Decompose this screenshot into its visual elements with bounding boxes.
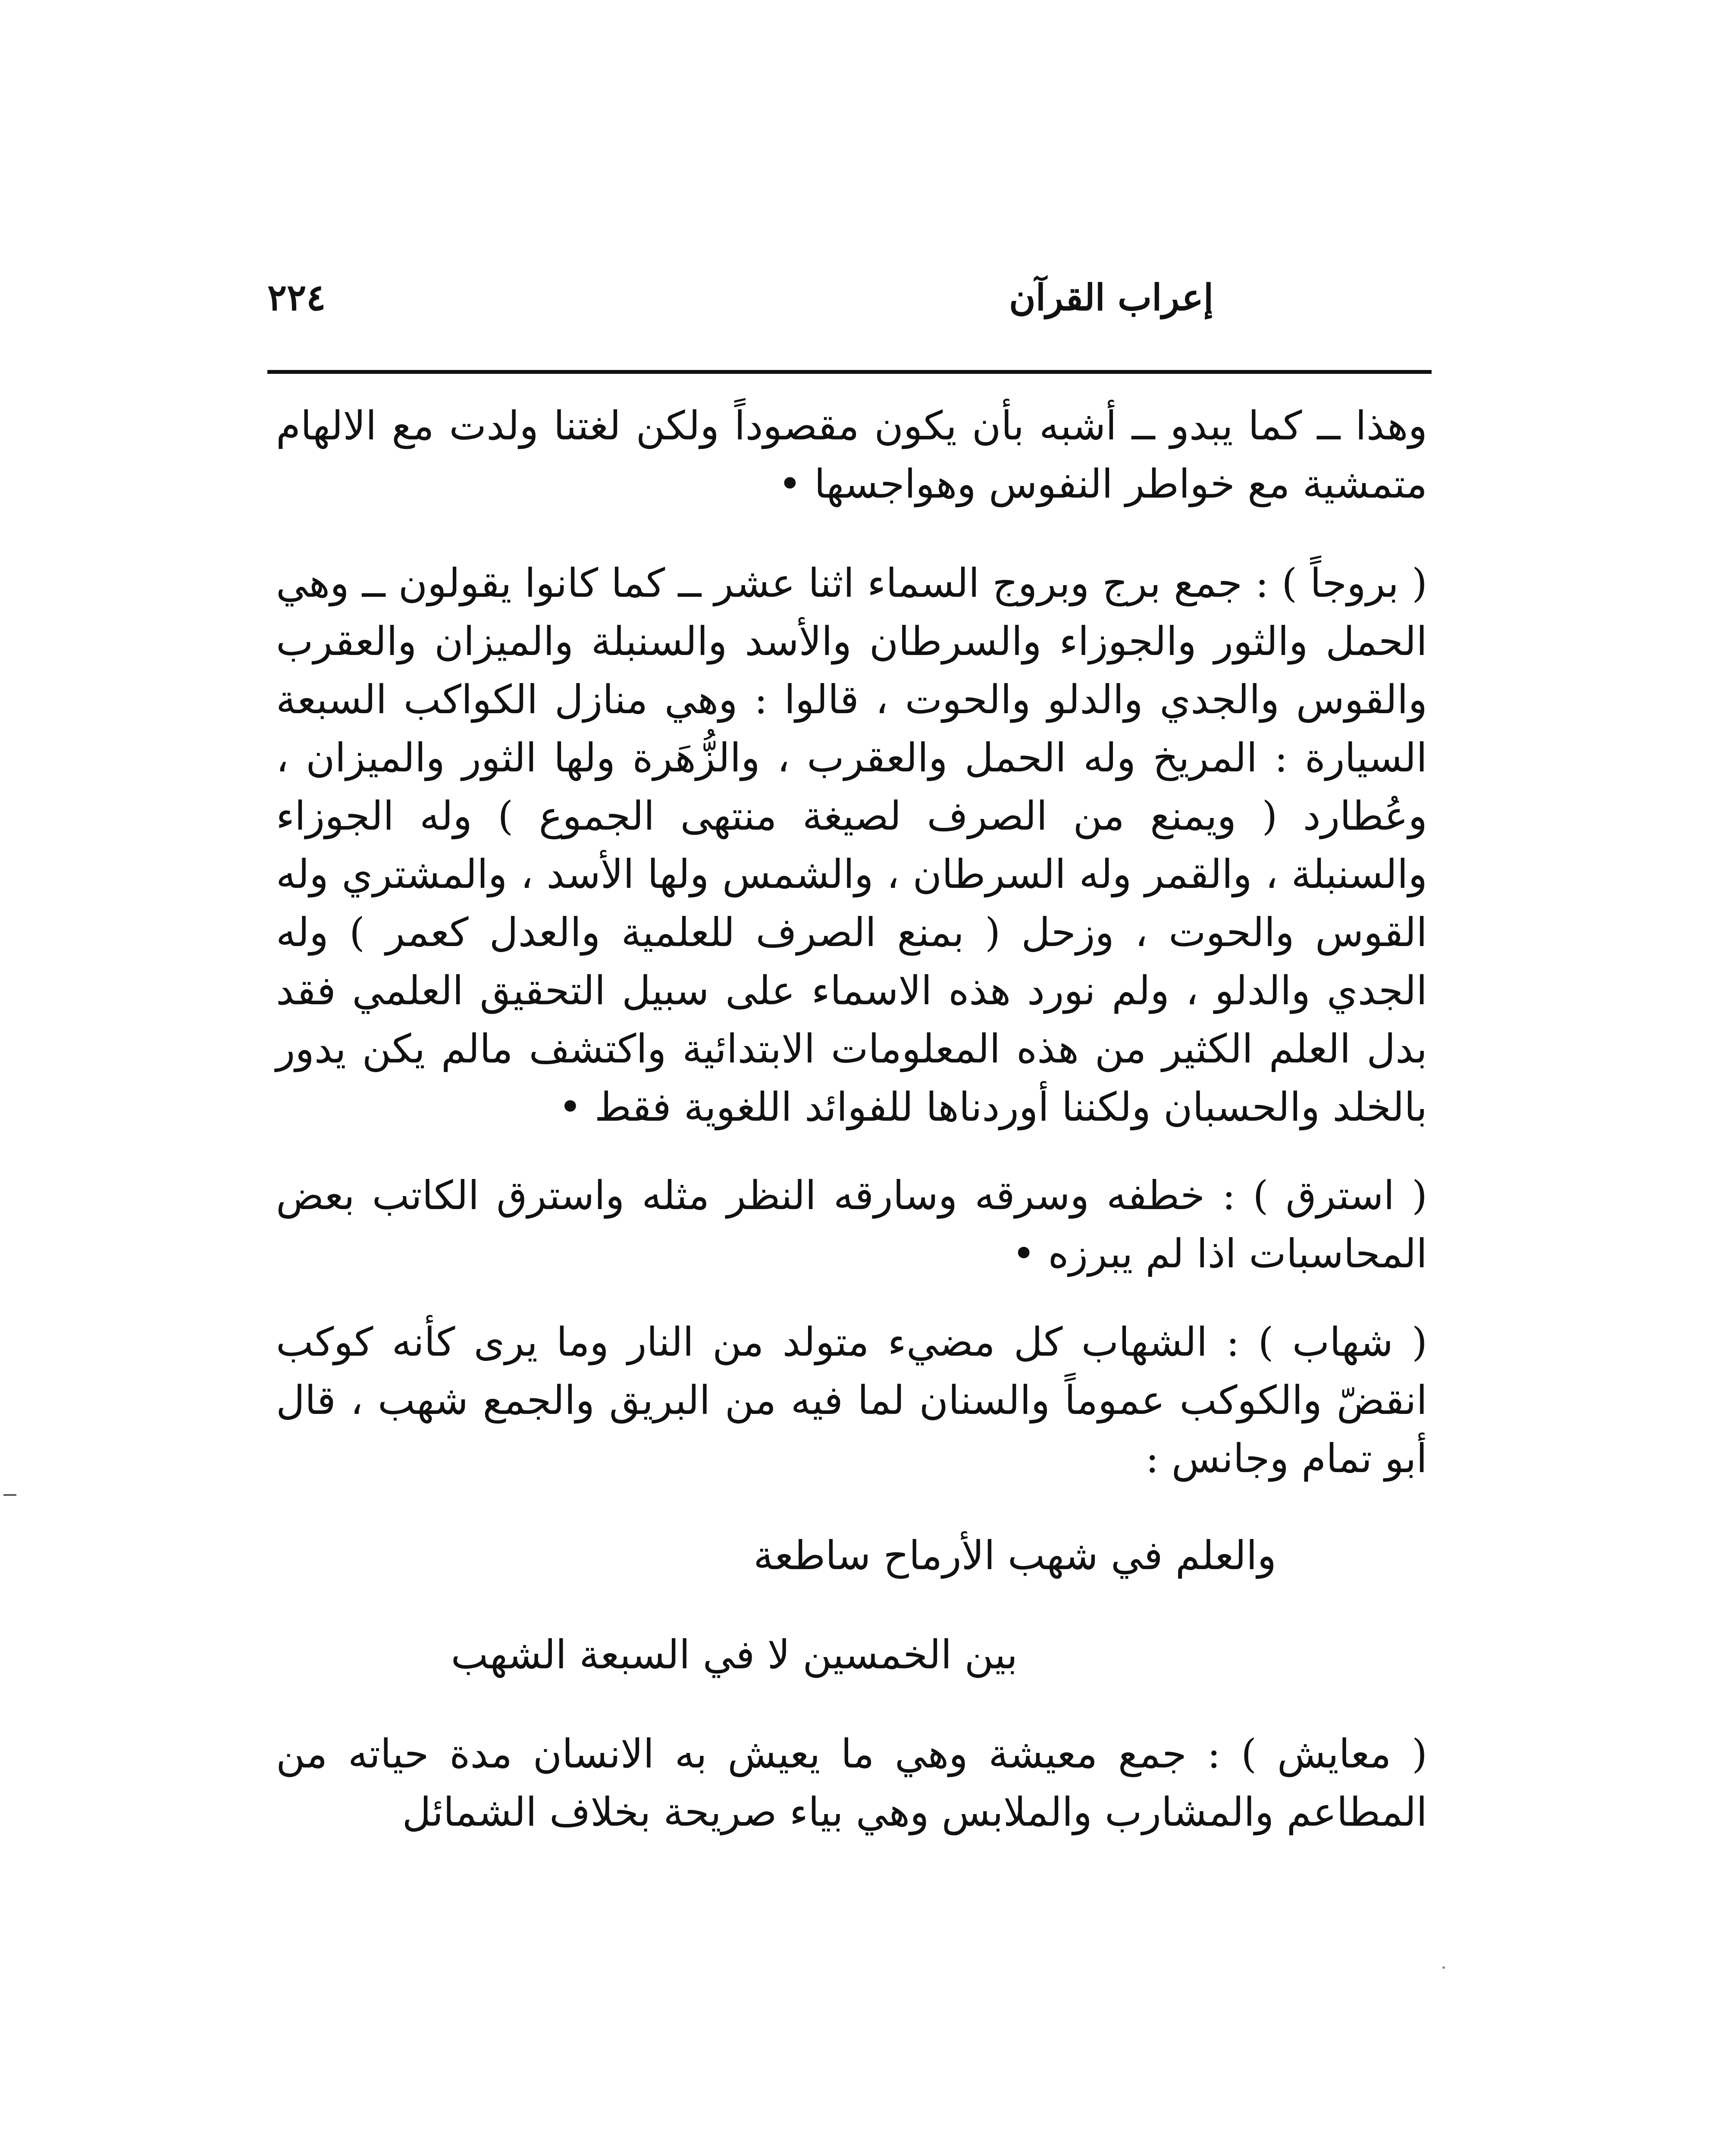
scan-speck <box>1442 1966 1445 1969</box>
paragraph-shihab: ( شهاب ) : الشهاب كل مضيء متولد من النار وما يرى كأنه كوكب انقضّ والكوكب عموماً والسنان لما فيه من البريق والجمع شهب ، قال أبو تمام وجانس : <box>276 1319 1427 1482</box>
scan-edge-mark <box>3 1494 16 1496</box>
running-title: إعراب القرآن <box>1009 276 1214 319</box>
paragraph-istaraqa: ( استرق ) : خطفه وسرقه وسارقه النظر مثله واسترق الكاتب بعض المحاسبات اذا لم يبرزه • <box>276 1172 1427 1277</box>
verse-line-1: والعلم في شهب الأرماح ساطعة <box>753 1532 1276 1579</box>
page-number: ٢٢٤ <box>267 276 326 319</box>
verse-line-2: بين الخمسين لا في السبعة الشهب <box>451 1632 1018 1678</box>
paragraph-intro: وهذا ــ كما يبدو ــ أشبه بأن يكون مقصوداً ولكن لغتنا ولدت مع الالهام متمشية مع خواطر النفوس وهواجسها • <box>276 403 1427 507</box>
body-text <box>276 397 1427 1841</box>
paragraph-buruj: ( بروجاً ) : جمع برج وبروج السماء اثنا عشر ــ كما كانوا يقولون ــ وهي الحمل والثور والجوزاء والسرطان والأسد والسنبلة والميزان والعقرب والقوس والجدي والدلو والحوت ، قالوا : وهي منازل الكواكب السبعة السيارة : المريخ وله الحمل والعقرب ، والزُّهَرة ولها الثور والميزان ، وعُطارد ( ويمنع من الصرف لصيغة منتهى الجموع ) وله الجوزاء والسنبلة ، والقمر وله السرطان ، والشمس ولها الأسد ، والمشتري وله القوس والحوت ، وزحل ( بمنع الصرف للعلمية والعدل كعمر ) وله الجدي والدلو ، ولم نورد هذه الاسماء على سبيل التحقيق العلمي فقد بدل العلم الكثير من هذه المعلومات الابتدائية واكتشف مالم يكن يدور بالخلد والحسبان ولكننا أوردناها للفوائد اللغوية فقط • <box>276 560 1427 1130</box>
paragraph-maayish: ( معايش ) : جمع معيشة وهي ما يعيش به الانسان مدة حياته من المطاعم والمشارب والملابس وهي بياء صريحة بخلاف الشمائل <box>276 1731 1427 1835</box>
header-divider <box>267 370 1432 374</box>
page-header <box>267 276 1432 328</box>
